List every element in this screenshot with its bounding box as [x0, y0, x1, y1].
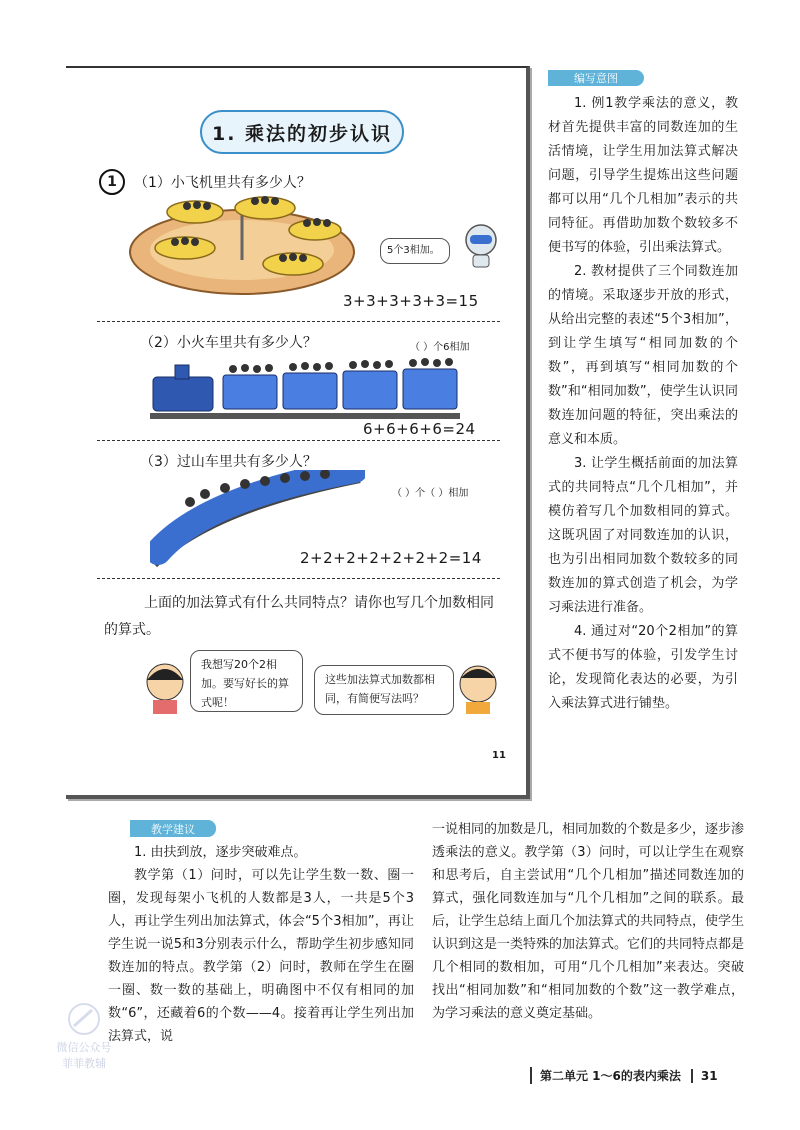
equation-1: 3+3+3+3+3=15	[343, 292, 479, 310]
equation-3: 2+2+2+2+2+2+2=14	[300, 549, 482, 567]
question-3-note: （ ）个（ ）相加	[392, 488, 469, 499]
unit-title: 第二单元 1～6的表内乘法	[530, 1067, 681, 1084]
divider	[97, 578, 500, 579]
design-intent-heading: 编写意图	[548, 70, 644, 86]
design-intent-paragraph: 1. 例1教学乘法的意义，教材首先提供丰富的同数连加的生活情境，让学生用加法算式解决问题，引导学生提炼出这些问题都可以用“几个几相加”表示的共同特征。再借助加数个数较多不便书写的体验，引出乘法算式。	[548, 96, 738, 255]
question-1: （1）小飞机里共有多少人？	[134, 175, 311, 191]
equation-2: 6+6+6+6=24	[363, 420, 476, 438]
boy-speech-bubble: 这些加法算式加数都相同，有简便写法吗？	[314, 665, 454, 715]
airplane-carousel-illustration	[125, 190, 360, 300]
teaching-suggestions-heading: 教学建议	[130, 820, 216, 837]
robot-speech-bubble: 5个3相加。	[380, 238, 450, 264]
page-number: 31	[691, 1069, 718, 1083]
question-2-note: （ ）个6相加	[410, 342, 470, 353]
suggestions-right-column	[432, 818, 744, 1025]
robot-icon	[458, 222, 504, 270]
divider	[97, 321, 500, 322]
watermark-line-2: 菲菲教辅	[62, 1057, 106, 1070]
girl-speech-bubble: 我想写20个2相加。要写好长的算式呢！	[190, 650, 303, 712]
watermark-logo-icon	[64, 1002, 104, 1036]
suggestion-paragraph: 教学第（1）问时，可以先让学生数一数、圈一圈，发现每架小飞机的人数都是3人，一共是5个3人，再让学生列出加法算式，体会“5个3相加”，再让学生说一说5和3分别表示什么，帮助学生初步感知同数连加的特点。教学第（2）问时，教师在学生在圈一圈、数一数的基础上，明确图中不仅有相同的加数“6”，还藏着6的个数——4。接着再让学生列出加法算式，说	[108, 868, 414, 1044]
lesson-title: 1. 乘法的初步认识	[200, 110, 404, 154]
design-intent-paragraph: 3. 让学生概括前面的加法算式的共同特点“几个几相加”，并模仿着写几个加数相同的算式。这既巩固了对同数连加的认识，也为引出相同加数个数较多的同数连加的算式创造了机会，为学习乘法进行准备。	[548, 456, 738, 615]
suggestion-subheading: 1. 由扶到放，逐步突破难点。	[134, 845, 307, 860]
watermark	[38, 1002, 130, 1074]
boy-avatar	[456, 660, 500, 716]
train-illustration	[145, 355, 465, 425]
design-intent-text	[548, 92, 738, 716]
suggestion-paragraph-continued: 一说相同的加数是几，相同加数的个数是多少，逐步渗透乘法的意义。教学第（3）问时，可以让学生在观察和思考后，自主尝试用“几个几相加”描述同数连加的算式，强化同数连加与“几个几相加”之间的联系。最后，让学生总结上面几个加法算式的共同特点，使学生认识到这是一类特殊的加法算式。它们的共同特点都是几个相同的数相加，可用“几个几相加”来表达。突破找出“相同加数”和“相同加数的个数”这一教学难点，为学习乘法的意义奠定基础。	[432, 822, 745, 1021]
design-intent-paragraph: 4. 通过对“20个2相加”的算式不便书写的体验，引发学生讨论，发现简化表达的必要，为引入乘法算式进行铺垫。	[548, 624, 738, 711]
discussion-prompt: 上面的加法算式有什么共同特点？请你也写几个加数相同的算式。	[104, 595, 494, 638]
page-footer	[530, 1067, 718, 1084]
design-intent-paragraph: 2. 教材提供了三个同数连加的情境。采取逐步开放的形式，从给出完整的表述“5个3相加”，到让学生填写“相同加数的个数”，再到填写“相同加数的个数”和“相同加数”，使学生认识同数连加问题的特征，突出乘法的意义和本质。	[548, 264, 738, 447]
watermark-line-1: 微信公众号	[56, 1041, 112, 1054]
divider	[97, 440, 500, 441]
textbook-page-number: 11	[492, 750, 506, 761]
question-3: （3）过山车里共有多少人？	[140, 454, 317, 470]
suggestions-left-column	[108, 841, 414, 1048]
question-2: （2）小火车里共有多少人？	[140, 335, 317, 351]
example-number: 1	[99, 169, 125, 195]
girl-avatar	[143, 660, 187, 716]
